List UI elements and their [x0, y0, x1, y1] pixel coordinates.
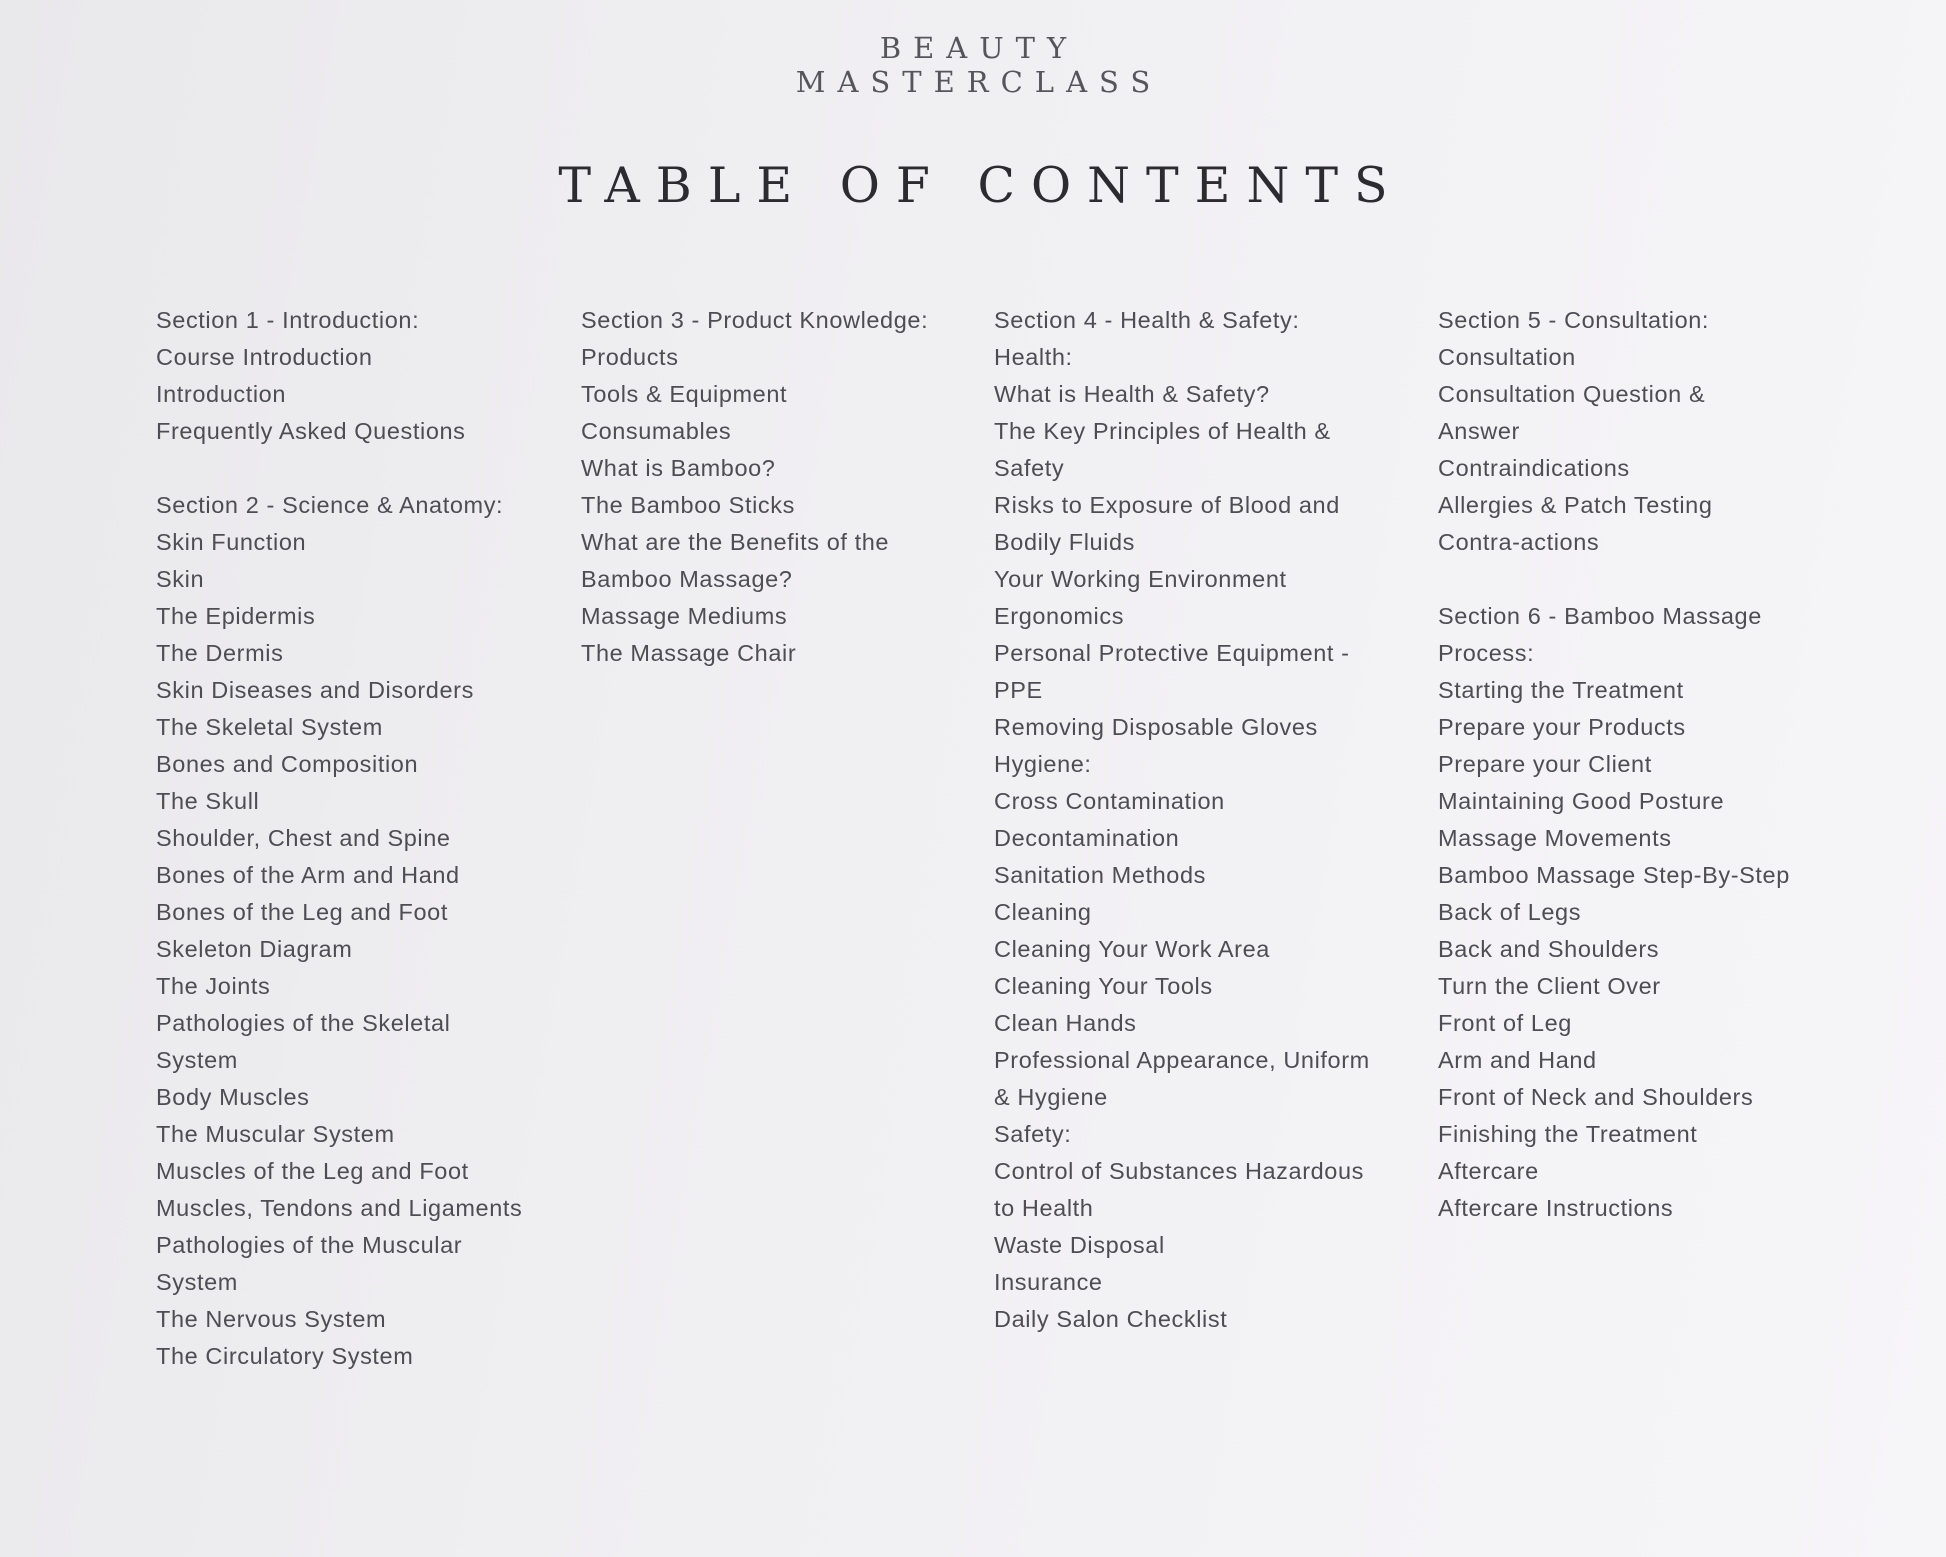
toc-entry: The Circulatory System — [156, 1343, 414, 1369]
toc-entry: Skin — [156, 566, 205, 592]
toc-entry: Finishing the Treatment — [1438, 1121, 1698, 1147]
toc-entry: Safety: — [994, 1121, 1072, 1147]
toc-entry: Contra-actions — [1438, 529, 1600, 555]
brand-logo — [0, 31, 1946, 99]
toc-entry: Starting the Treatment — [1438, 677, 1684, 703]
toc-entry: What is Health & Safety? — [994, 381, 1270, 407]
toc-entry: Decontamination — [994, 825, 1180, 851]
toc-entry: Bones of the Leg and Foot — [156, 899, 448, 925]
toc-entry: Skin Function — [156, 529, 307, 555]
toc-entry: Contraindications — [1438, 455, 1630, 481]
toc-section-heading: Section 3 - Product Knowledge: — [581, 307, 929, 333]
toc-entry: Hygiene: — [994, 751, 1092, 777]
toc-section-heading: Section 6 - Bamboo Massage — [1438, 603, 1762, 629]
toc-entry: Answer — [1438, 418, 1520, 444]
toc-entry: Risks to Exposure of Blood and — [994, 492, 1340, 518]
toc-section-heading: Section 2 - Science & Anatomy: — [156, 492, 504, 518]
toc-entry: What are the Benefits of the — [581, 529, 890, 555]
toc-entry: Control of Substances Hazardous — [994, 1158, 1364, 1184]
toc-entry: Consultation Question & — [1438, 381, 1706, 407]
toc-entry: Bamboo Massage Step-By-Step — [1438, 862, 1790, 888]
toc-entry: Pathologies of the Muscular — [156, 1232, 463, 1258]
toc-entry: Consultation — [1438, 344, 1576, 370]
toc-entry: Process: — [1438, 640, 1535, 666]
toc-entry: Professional Appearance, Uniform — [994, 1047, 1370, 1073]
toc-entry: Bones of the Arm and Hand — [156, 862, 460, 888]
toc-entry: Muscles, Tendons and Ligaments — [156, 1195, 523, 1221]
brand-line-2: MASTERCLASS — [795, 65, 1163, 99]
toc-entry: Back and Shoulders — [1438, 936, 1660, 962]
toc-section-heading: Section 5 - Consultation: — [1438, 307, 1710, 333]
section-spacer — [1438, 561, 1790, 598]
toc-entry: Turn the Client Over — [1438, 973, 1661, 999]
toc-entry: The Muscular System — [156, 1121, 395, 1147]
toc-entry: Allergies & Patch Testing — [1438, 492, 1713, 518]
toc-entry: Bones and Composition — [156, 751, 419, 777]
toc-column-4 — [1438, 302, 1790, 1227]
toc-entry: Bamboo Massage? — [581, 566, 793, 592]
toc-entry: Skin Diseases and Disorders — [156, 677, 474, 703]
toc-entry: System — [156, 1047, 238, 1073]
toc-entry: Back of Legs — [1438, 899, 1582, 925]
toc-entry: Massage Mediums — [581, 603, 788, 629]
toc-entry: Cleaning — [994, 899, 1092, 925]
toc-entry: Clean Hands — [994, 1010, 1137, 1036]
toc-entry: Cleaning Your Tools — [994, 973, 1213, 999]
toc-entry: Aftercare Instructions — [1438, 1195, 1674, 1221]
toc-entry: Tools & Equipment — [581, 381, 788, 407]
toc-column-1 — [156, 302, 522, 1375]
toc-entry: Daily Salon Checklist — [994, 1306, 1228, 1332]
toc-entry: Safety — [994, 455, 1065, 481]
toc-entry: to Health — [994, 1195, 1094, 1221]
toc-column-3 — [994, 302, 1370, 1338]
toc-entry: Muscles of the Leg and Foot — [156, 1158, 469, 1184]
page-title: TABLE OF CONTENTS — [558, 157, 1404, 214]
toc-entry: & Hygiene — [994, 1084, 1108, 1110]
toc-entry: Course Introduction — [156, 344, 373, 370]
toc-entry: Massage Movements — [1438, 825, 1672, 851]
toc-section-heading: Section 1 - Introduction: — [156, 307, 420, 333]
toc-entry: Waste Disposal — [994, 1232, 1165, 1258]
toc-entry: Health: — [994, 344, 1073, 370]
toc-entry: Front of Leg — [1438, 1010, 1572, 1036]
brand-line-1: BEAUTY — [879, 31, 1079, 65]
toc-entry: Personal Protective Equipment - — [994, 640, 1350, 666]
toc-entry: Arm and Hand — [1438, 1047, 1597, 1073]
toc-entry: Maintaining Good Posture — [1438, 788, 1725, 814]
toc-entry: Introduction — [156, 381, 287, 407]
toc-entry: Prepare your Products — [1438, 714, 1686, 740]
toc-entry: Prepare your Client — [1438, 751, 1652, 777]
toc-entry: Body Muscles — [156, 1084, 310, 1110]
toc-entry: Insurance — [994, 1269, 1103, 1295]
toc-entry: What is Bamboo? — [581, 455, 776, 481]
toc-entry: The Nervous System — [156, 1306, 387, 1332]
toc-entry: Sanitation Methods — [994, 862, 1206, 888]
toc-entry: Shoulder, Chest and Spine — [156, 825, 451, 851]
toc-entry: System — [156, 1269, 238, 1295]
toc-entry: Pathologies of the Skeletal — [156, 1010, 451, 1036]
toc-entry: The Skeletal System — [156, 714, 383, 740]
toc-entry: Frequently Asked Questions — [156, 418, 466, 444]
toc-entry: Cleaning Your Work Area — [994, 936, 1270, 962]
toc-entry: Bodily Fluids — [994, 529, 1136, 555]
toc-entry: The Massage Chair — [581, 640, 797, 666]
toc-entry: The Dermis — [156, 640, 284, 666]
toc-entry: Front of Neck and Shoulders — [1438, 1084, 1754, 1110]
toc-entry: Ergonomics — [994, 603, 1125, 629]
section-spacer — [156, 450, 522, 487]
toc-entry: Aftercare — [1438, 1158, 1539, 1184]
toc-entry: Removing Disposable Gloves — [994, 714, 1318, 740]
toc-entry: The Epidermis — [156, 603, 316, 629]
toc-entry: The Joints — [156, 973, 271, 999]
toc-entry: Skeleton Diagram — [156, 936, 353, 962]
toc-column-2 — [581, 302, 928, 672]
toc-entry: The Bamboo Sticks — [581, 492, 795, 518]
toc-entry: Products — [581, 344, 679, 370]
toc-entry: PPE — [994, 677, 1043, 703]
toc-entry: Cross Contamination — [994, 788, 1225, 814]
toc-entry: The Key Principles of Health & — [994, 418, 1331, 444]
toc-entry: Your Working Environment — [994, 566, 1287, 592]
toc-section-heading: Section 4 - Health & Safety: — [994, 307, 1300, 333]
toc-entry: Consumables — [581, 418, 732, 444]
toc-entry: The Skull — [156, 788, 260, 814]
